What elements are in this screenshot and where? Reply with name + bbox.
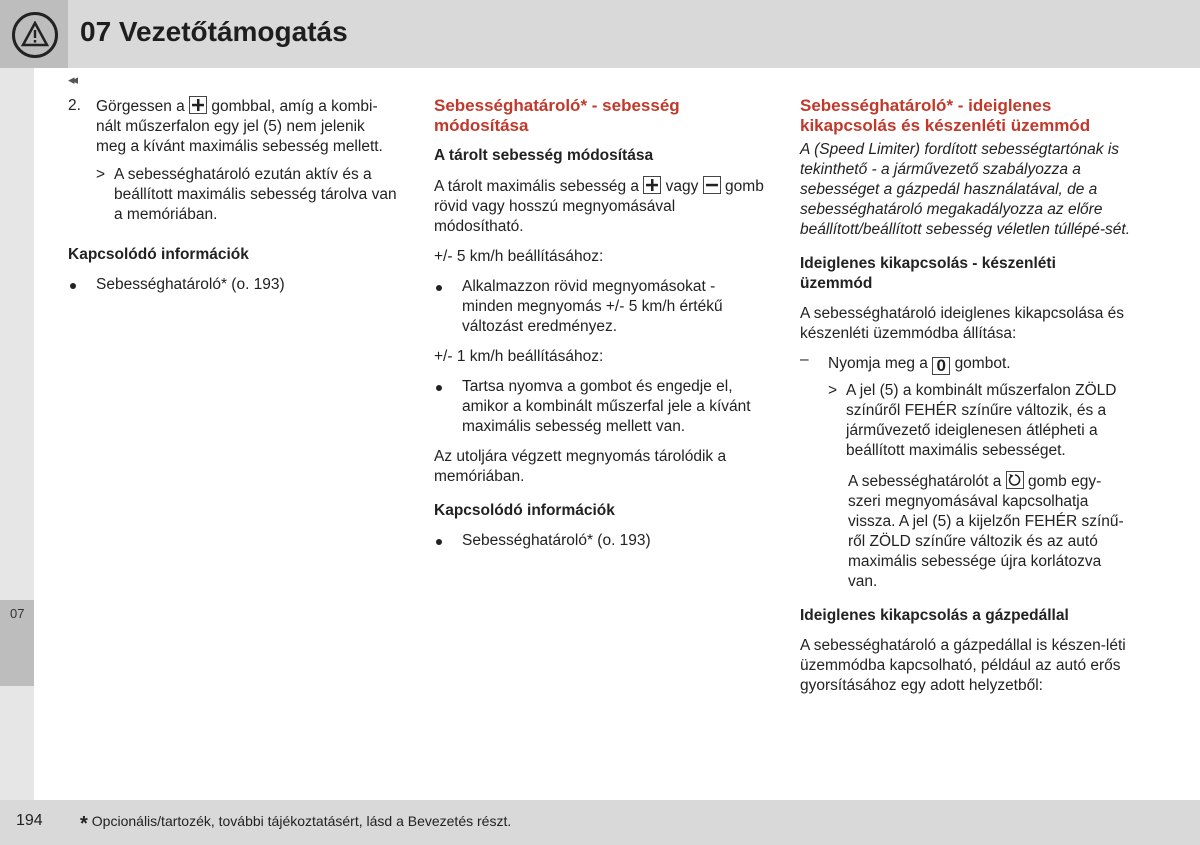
sub-heading-standby: Ideiglenes kikapcsolás - készenléti üzemmód bbox=[800, 255, 1056, 292]
related-link-text[interactable]: Sebességhatároló* (o. 193) bbox=[462, 532, 651, 549]
related-info-heading: Kapcsolódó információk bbox=[68, 246, 249, 263]
step5-bullet bbox=[434, 277, 769, 337]
plus-button-icon bbox=[643, 176, 661, 194]
resume-text-a: A sebességhatárolót a bbox=[848, 473, 1002, 490]
result-text: A jel (5) a kombinált műszerfalon ZÖLD színűről FEHÉR színűre változik, és a járművezető ideiglenesen átlépheti a beállított maximális sebességet. bbox=[846, 382, 1117, 459]
step-number: 2. bbox=[68, 97, 81, 114]
header-icon-box bbox=[0, 0, 68, 68]
resume-paragraph bbox=[848, 471, 1130, 592]
page-number: 194 bbox=[16, 812, 43, 829]
intro-text-a: A tárolt maximális sebesség a bbox=[434, 178, 640, 195]
back-nav-icon[interactable]: ◂◂ bbox=[68, 72, 76, 87]
column-2 bbox=[434, 96, 769, 561]
minus-button-icon bbox=[703, 176, 721, 194]
plus-button-icon bbox=[189, 96, 207, 114]
warning-triangle-icon bbox=[12, 12, 58, 58]
step-result bbox=[96, 165, 398, 225]
section-heading: Sebességhatároló* - ideiglenes kikapcsolás és készenléti üzemmód bbox=[800, 96, 1091, 135]
result-marker: > bbox=[828, 382, 838, 399]
intro-italic: A (Speed Limiter) fordított sebességtartónak is tekinthető - a járművezető szabályozza a sebességet a gázpedál használatával, de a sebességhatároló megakadályozza az előre beállított/beállított sebesség véletlen túllépé-sét. bbox=[800, 141, 1131, 238]
footnote-star: * bbox=[80, 813, 88, 835]
intro-text-b: vagy bbox=[665, 178, 699, 195]
step-text-start: Görgessen a bbox=[96, 98, 185, 115]
step-text-end: gombbal, amíg a kombi-nált műszerfalon egy jel (5) nem jelenik meg a kívánt maximális sebesség mellett. bbox=[96, 98, 383, 155]
zero-button-icon: 0 bbox=[932, 357, 950, 375]
step-2 bbox=[68, 96, 398, 157]
step1-bullet bbox=[434, 377, 769, 437]
last-press-note: Az utoljára végzett megnyomás tárolódik a memóriában. bbox=[434, 448, 727, 485]
step1-label: +/- 1 km/h beállításához: bbox=[434, 348, 604, 365]
related-link[interactable] bbox=[68, 275, 398, 295]
resume-button-icon bbox=[1006, 471, 1024, 489]
related-link[interactable] bbox=[434, 531, 769, 551]
column-1 bbox=[68, 96, 398, 305]
bullet-dot bbox=[70, 283, 76, 289]
related-link-text[interactable]: Sebességhatároló* (o. 193) bbox=[96, 276, 285, 293]
side-strip bbox=[0, 68, 34, 800]
chapter-tab-label: 07 bbox=[10, 606, 25, 621]
step5-label: +/- 5 km/h beállításához: bbox=[434, 248, 604, 265]
press-result bbox=[828, 381, 1130, 461]
footnote bbox=[80, 813, 511, 836]
footnote-text: Opcionális/tartozék, további tájékoztatásért, lásd a Bevezetés részt. bbox=[91, 813, 512, 829]
press-step bbox=[800, 351, 1130, 375]
bullet-dot bbox=[436, 539, 442, 545]
step1-bullet-text: Tartsa nyomva a gombot és engedje el, amikor a kombinált műszerfal jele a kívánt maximális sebesség mellett van. bbox=[462, 378, 751, 435]
bullet-dot bbox=[436, 385, 442, 391]
resume-text-b: gomb egy-szeri megnyomásával kapcsolhatja vissza. A jel (5) a kijelzőn FEHÉR színű-ről ZÖLD színűre változik és az autó maximális sebessége újra korlátozva van. bbox=[848, 473, 1124, 590]
standby-intro: A sebességhatároló ideiglenes kikapcsolása és készenléti üzemmódba állítása: bbox=[800, 305, 1124, 342]
sub-heading-pedal: Ideiglenes kikapcsolás a gázpedállal bbox=[800, 607, 1069, 624]
sub-heading: A tárolt sebesség módosítása bbox=[434, 147, 654, 164]
column-3 bbox=[800, 96, 1130, 706]
intro-text-c: gomb rövid vagy hosszú megnyomásával módosítható. bbox=[434, 178, 764, 235]
section-heading: Sebességhatároló* - sebesség módosítása bbox=[434, 96, 680, 135]
step5-bullet-text: Alkalmazzon rövid megnyomásokat - minden megnyomás +/- 5 km/h értékű változást eredményez. bbox=[462, 278, 723, 335]
intro-paragraph bbox=[434, 176, 769, 237]
related-info-heading: Kapcsolódó információk bbox=[434, 502, 615, 519]
pedal-paragraph: A sebességhatároló a gázpedállal is készen-léti üzemmódba kapcsolható, például az autó erős gyorsításához egy adott helyzetből: bbox=[800, 637, 1126, 694]
dash-marker: – bbox=[800, 351, 809, 368]
press-text-a: Nyomja meg a bbox=[828, 355, 928, 372]
bullet-dot bbox=[436, 285, 442, 291]
page-title: 07 Vezetőtámogatás bbox=[80, 16, 348, 47]
result-text: A sebességhatároló ezután aktív és a beállított maximális sebesség tárolva van a memóriában. bbox=[114, 166, 397, 223]
result-marker: > bbox=[96, 166, 106, 183]
press-text-b: gombot. bbox=[954, 355, 1011, 372]
